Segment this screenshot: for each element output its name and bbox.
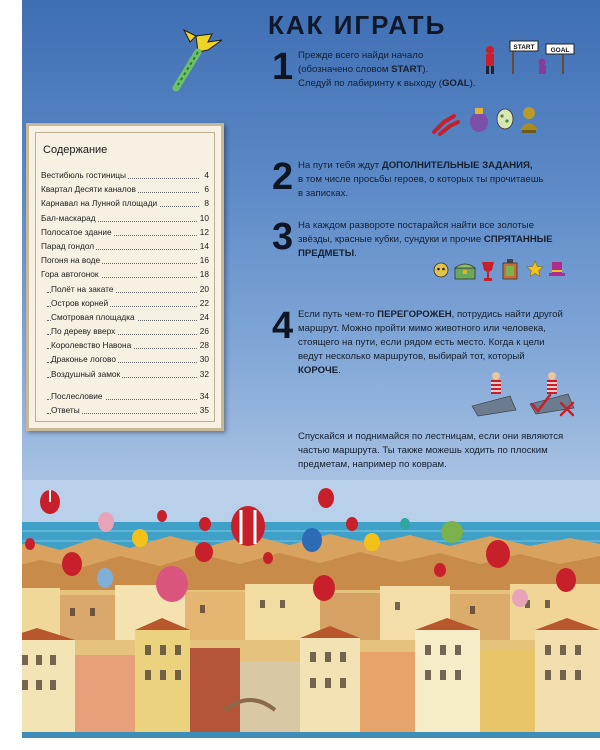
contents-item [29,269,221,283]
contents-item [29,241,221,255]
contents-item-label: Парад гондол [41,240,95,251]
step-2-line-3: в записках. [298,188,349,199]
contents-item [29,213,221,227]
cross-icon [558,400,576,418]
step-1-line-3: Следуй по лабиринту к выходу (GOAL). [298,78,476,89]
page-title: КАК ИГРАТЬ [268,10,447,40]
venice-city-illustration [0,480,600,750]
step-3-line-1: На каждом развороте постарайся найти все золотые [298,220,535,231]
step-4-line-1: Если путь чем-то ПЕРЕГОРОЖЕН, потрудись найти другой [298,309,563,320]
step-1-line-2: (обозначено словом START). [298,64,429,75]
step-2-number: 2 [272,156,294,198]
contents-item-page: 35 [199,405,209,415]
step-4-line-3: стоящего на пути, если рядом есть место. Когда к цели [298,337,545,348]
checkmark-icon [530,392,552,414]
step-4-number: 4 [272,305,294,347]
step-2-text [298,159,544,201]
contents-item-page: 28 [199,340,209,351]
lobster-icon [430,112,460,136]
step-3-line-2: звёзды, красные кубки, сундуки и прочие СПРЯТАННЫЕ [298,234,553,245]
contents-item-page: 4 [204,170,209,180]
start-goal-signs-icon [480,38,576,78]
contents-item-label: Вестибюль гостиницы [41,170,126,180]
contents-item [29,198,221,212]
contents-item-page: 16 [199,255,209,266]
contents-item [29,298,221,312]
contents-item-label: Смотровая площадка [51,311,135,322]
contents-item-label: Бал-маскарад [41,212,96,223]
contents-item-label: Полёт на закате [51,283,114,294]
contents-card [26,123,224,431]
contents-item-page: 8 [204,198,209,209]
contents-item-page: 20 [199,283,209,294]
step-1-line-1: Прежде всего найди начало [298,50,424,61]
step-4-line-2: маршрут. Можно пройти мимо животного или человека, [298,323,546,334]
contents-item-page: 12 [199,226,209,237]
lantern-icon [500,258,520,282]
contents-item-page: 18 [199,269,209,280]
step-3-text [298,219,553,261]
contents-item-label: По дереву вверх [51,326,116,337]
contents-item [29,255,221,269]
contents-item-page: 34 [199,390,209,401]
page-bottom-margin [0,738,600,750]
mask-icon [433,262,449,278]
stairs-note-line-1: Спускайся и поднимайся по лестницам, если они являются [298,431,564,442]
contents-item-label: Послесловие [51,390,103,401]
contents-title: Содержание [43,144,108,156]
step-2-line-2: в том числе просьбы героев, о которых ты прочитаешь [298,174,544,185]
page-gutter [0,0,22,750]
contents-item [29,170,221,184]
contents-item [29,354,221,368]
contents-item [29,227,221,241]
contents-item-page: 32 [199,368,209,379]
goal-sign-label: GOAL [550,47,570,54]
bird-icon [168,26,226,92]
step-4-line-5: КОРОЧЕ. [298,365,341,376]
contents-item-label: Королевство Навона [51,340,132,351]
contents-item-label: Воздушный замок [51,368,121,379]
stairs-note-line-2: частью маршрута. Ты также можешь ходить по плоским [298,445,548,456]
bust-icon [518,104,540,134]
contents-item-page: 24 [199,311,209,322]
contents-item-page: 14 [199,240,209,251]
contents-list [29,170,221,419]
contents-item [29,369,221,383]
step-1-number: 1 [272,46,294,88]
contents-item-page: 22 [199,297,209,308]
contents-item [29,391,221,405]
contents-item-label: Драконье логово [51,354,116,365]
step-3-line-3: ПРЕДМЕТЫ. [298,248,357,259]
gold-star-icon [526,260,544,278]
contents-item-label: Карнавал на Лунной площади [41,198,158,209]
contents-item-label: Полосатое здание [41,226,112,237]
contents-item-label: Остров корней [51,297,109,308]
contents-item [29,184,221,198]
start-sign-label: START [513,44,535,51]
contents-item-page: 26 [199,326,209,337]
red-cup-icon [480,260,496,282]
contents-item-page: 6 [204,184,209,195]
step-2-line-1: На пути тебя ждут ДОПОЛНИТЕЛЬНЫЕ ЗАДАНИЯ, [298,160,533,171]
contents-item-label: Квартал Десяти каналов [41,184,136,195]
step-4-line-4: ведут несколько маршрутов, выбирай тот, который [298,351,525,362]
stairs-note [298,430,563,472]
stairs-note-line-3: предметам, например по коврам. [298,459,447,470]
egg-icon [496,106,514,130]
contents-item-page: 10 [199,212,209,223]
top-hat-icon [548,260,566,278]
contents-item-label: Гора автогонок [41,269,99,280]
step-1-text [298,49,476,91]
contents-item [29,405,221,419]
contents-item-page: 30 [199,354,209,365]
contents-item-label: Погоня на воде [41,255,101,266]
contents-item-label: Ответы [51,405,80,415]
chest-icon [454,262,476,280]
contents-item [29,340,221,354]
contents-item [29,312,221,326]
contents-item [29,326,221,340]
contents-item [29,284,221,298]
urn-icon [468,106,490,134]
step-3-number: 3 [272,216,294,258]
